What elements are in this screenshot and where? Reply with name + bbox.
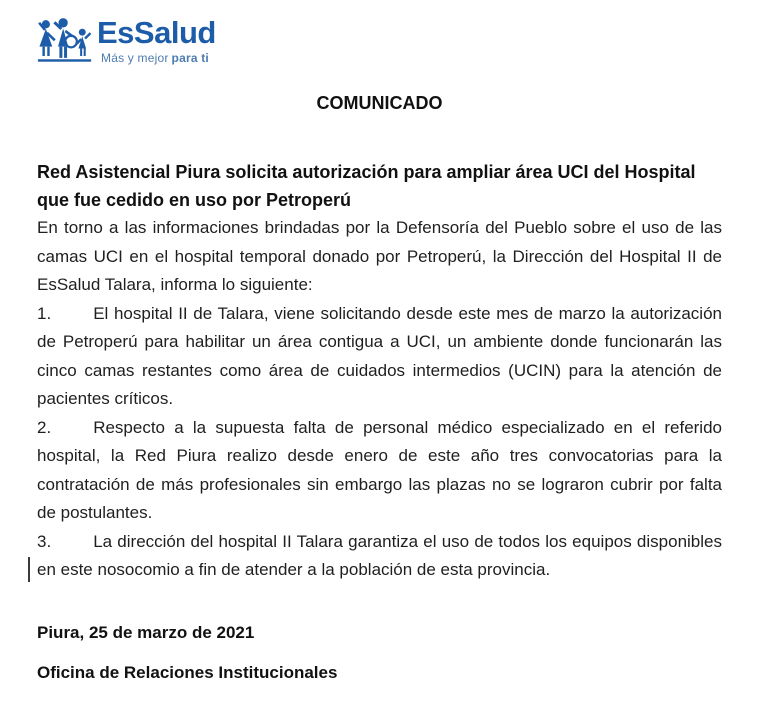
- item-number: 3.: [37, 531, 52, 551]
- text-cursor: [28, 557, 30, 582]
- item-text: El hospital II de Talara, viene solicitando desde este mes de marzo la autorización de Petroperú para habilitar un área contigua a UCI, un ambiente donde funcionarán las cinco camas restantes como área de cuidados intermedios (UCIN) para la atención de pacientes críticos.: [37, 303, 722, 408]
- numbered-item-2: [37, 414, 722, 528]
- family-figures-icon: [37, 17, 93, 67]
- item-text: La dirección del hospital II Talara garantiza el uso de todos los equipos disponibles en este nosocomio a fin de atender a la población de esta provincia.: [37, 531, 722, 579]
- numbered-item-1: [37, 300, 722, 414]
- logo-text-block: [97, 15, 216, 65]
- item-number: 2.: [37, 417, 52, 437]
- document-title: COMUNICADO: [316, 93, 443, 113]
- document-content: [37, 70, 722, 684]
- item-text: Respecto a la supuesta falta de personal médico especializado en el referido hospital, la Red Piura realizo desde enero de este año tres convocatorias para la contratación de más profesionales sin embargo las plazas no se lograron cubrir por falta de postulantes.: [37, 417, 722, 522]
- essalud-logo: [37, 15, 216, 67]
- item-number: 1.: [37, 303, 52, 323]
- numbered-item-3: [37, 528, 722, 585]
- logo-brand-name: EsSalud: [97, 15, 216, 50]
- date-line: Piura, 25 de marzo de 2021: [37, 622, 255, 642]
- logo-tagline: [97, 51, 216, 65]
- document-headline: Red Asistencial Piura solicita autorización para ampliar área UCI del Hospital que fue cedido en uso por Petroperú: [37, 162, 696, 210]
- signature-line: Oficina de Relaciones Institucionales: [37, 662, 338, 682]
- logo-tagline-regular: Más y mejor: [101, 51, 169, 65]
- intro-paragraph: En torno a las informaciones brindadas por la Defensoría del Pueblo sobre el uso de las camas UCI en el hospital temporal donado por Petroperú, la Dirección del Hospital II de EsSalud Talara, informa lo siguiente:: [37, 218, 722, 294]
- logo-tagline-bold: para ti: [171, 51, 209, 65]
